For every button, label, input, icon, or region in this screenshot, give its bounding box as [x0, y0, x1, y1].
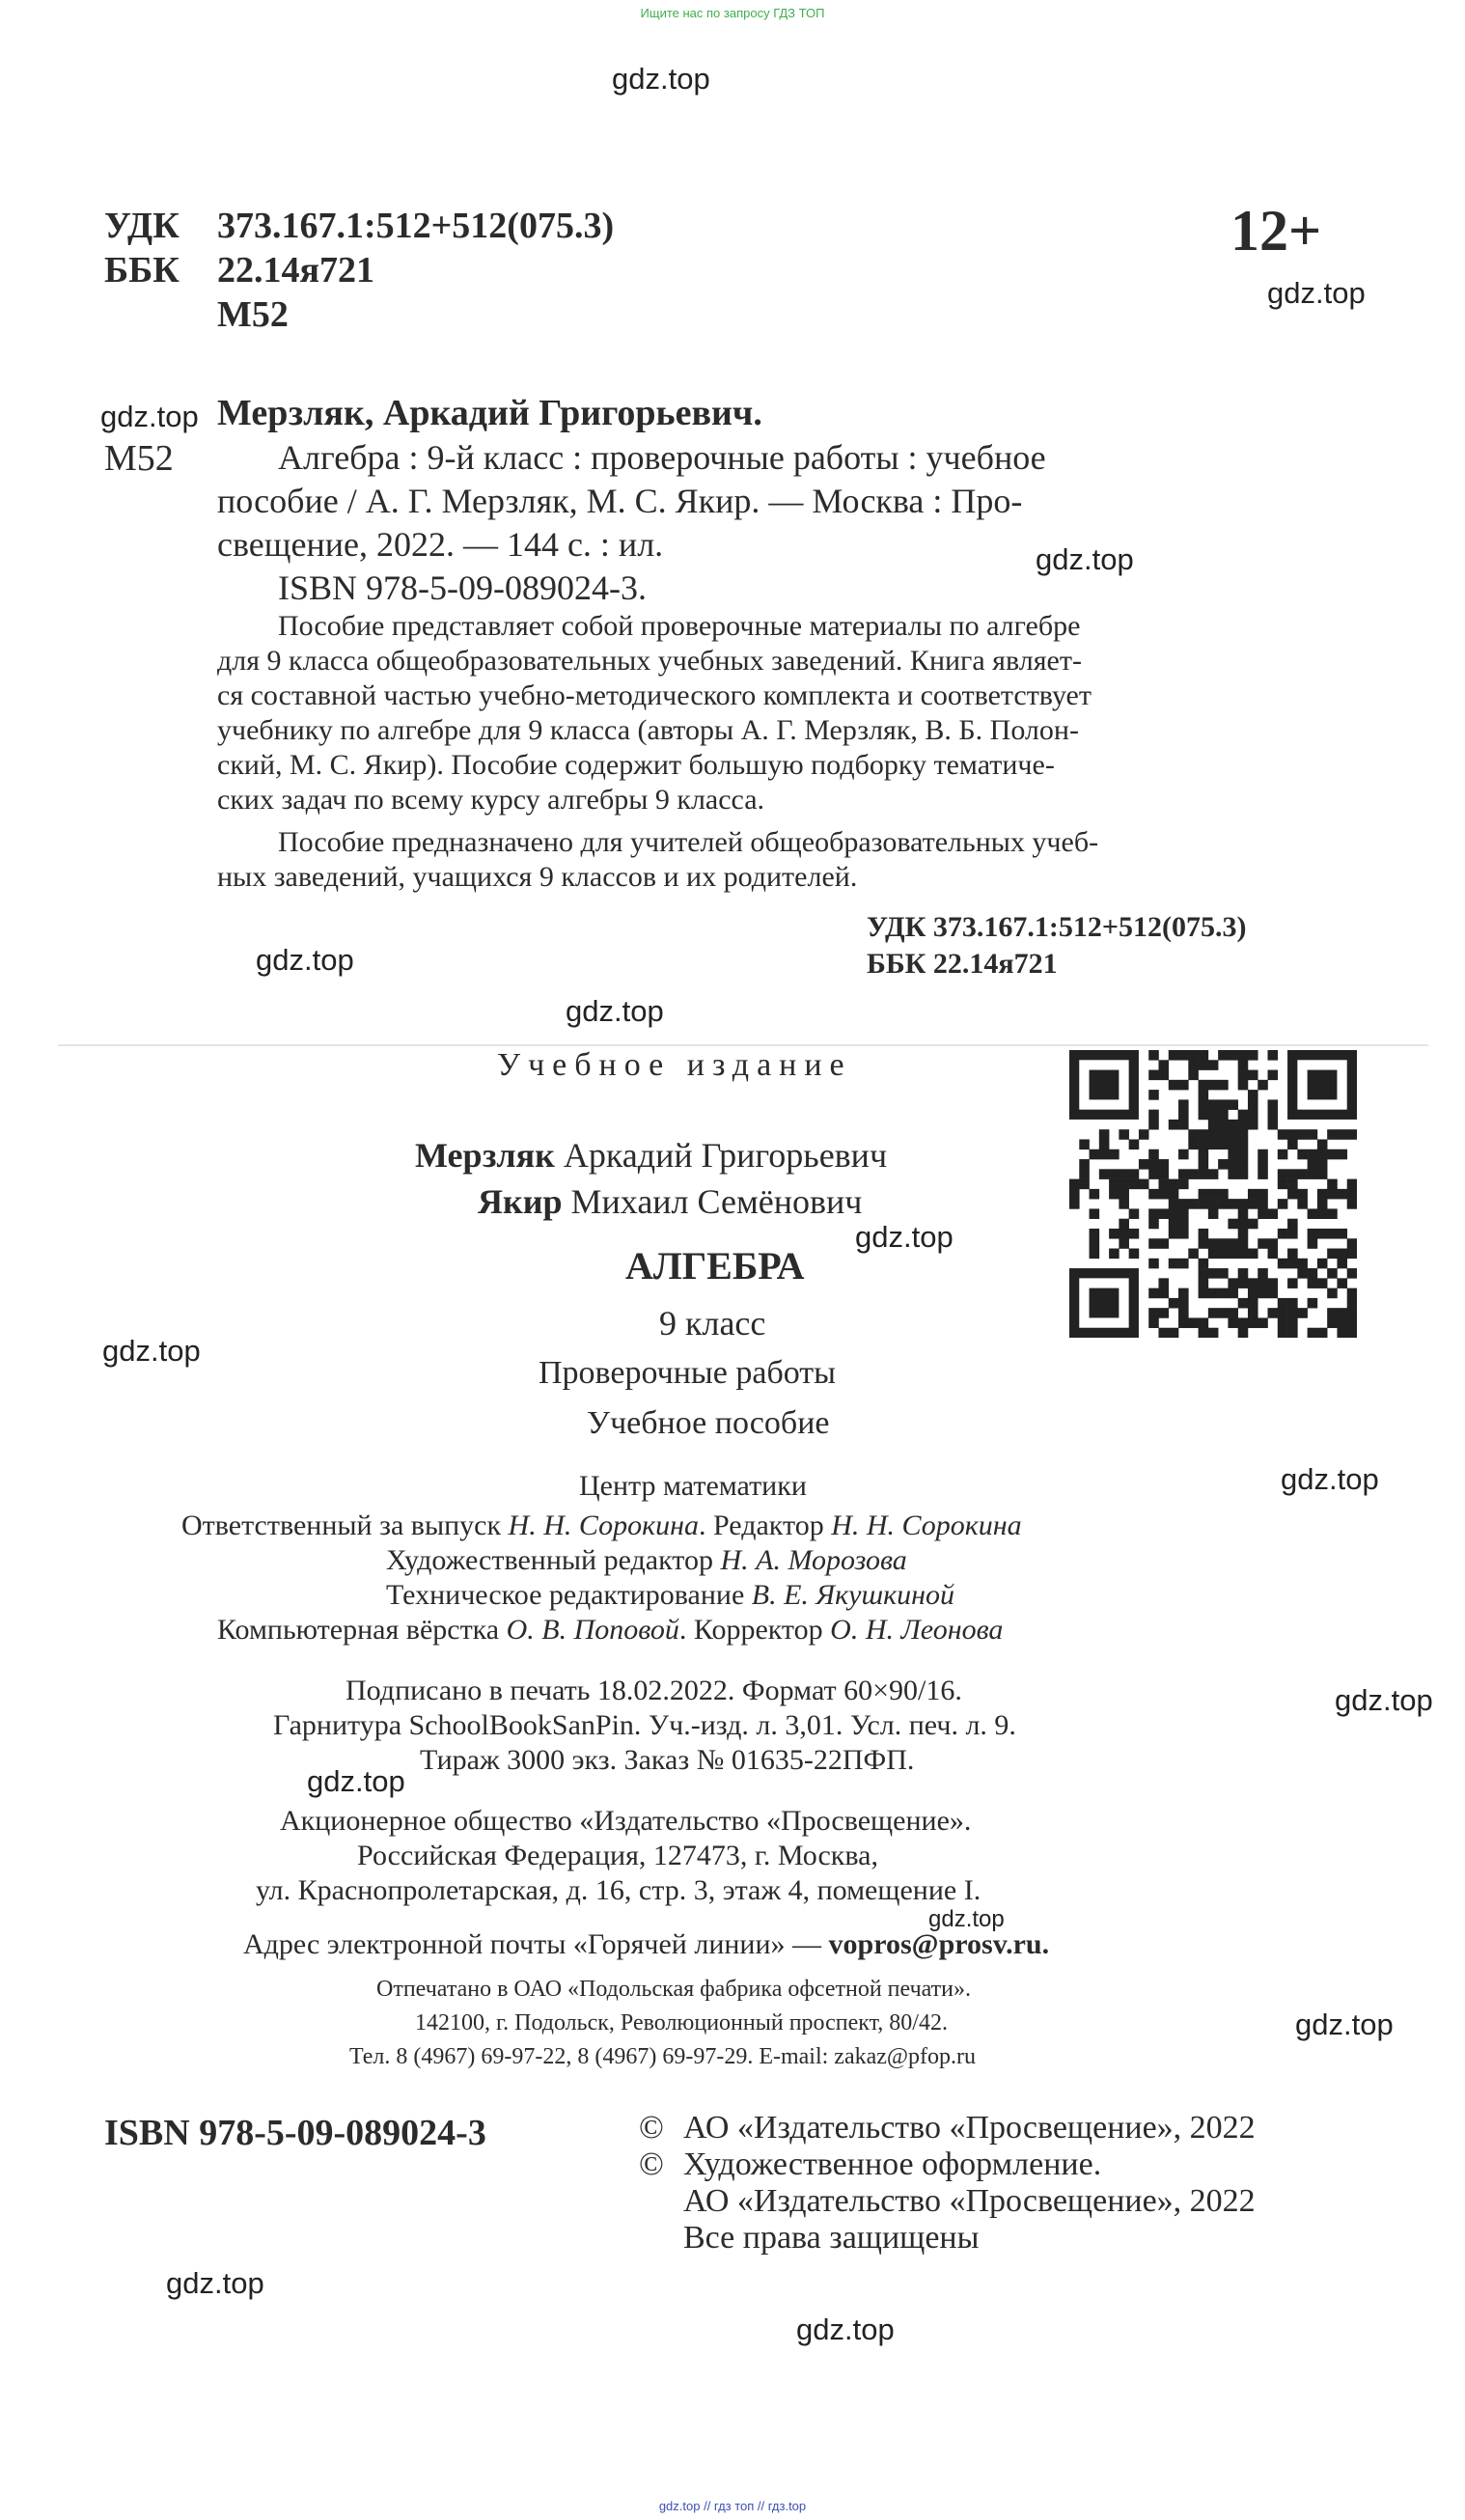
entry-author: Мерзляк, Аркадий Григорьевич. [217, 393, 762, 433]
udk-label: УДК [104, 206, 180, 246]
publisher-line: Акционерное общество «Издательство «Просвещение». [280, 1805, 972, 1837]
publisher-line: ул. Краснопролетарская, д. 16, стр. 3, этаж 4, помещение I. [256, 1874, 981, 1906]
print-line: Гарнитура SchoolBookSanPin. Уч.-изд. л. 3,01. Усл. печ. л. 9. [273, 1709, 1016, 1741]
layout-line: Компьютерная вёрстка О. В. Поповой. Корректор О. Н. Леонова [217, 1614, 1004, 1646]
watermark: gdz.top [166, 2266, 264, 2300]
udk-footer: УДК 373.167.1:512+512(075.3) [867, 911, 1247, 943]
author-1: Мерзляк Аркадий Григорьевич [415, 1136, 888, 1175]
center-name: Центр математики [579, 1470, 807, 1502]
copyright-symbol: © [639, 2110, 664, 2146]
watermark: gdz.top [1281, 1462, 1379, 1496]
top-banner[interactable]: Ищите нас по запросу ГДЗ ТОП [640, 6, 825, 20]
book-title: АЛГЕБРА [625, 1244, 805, 1288]
desc-line: ский, М. С. Якир). Пособие содержит большую подборку тематиче- [217, 749, 1055, 781]
desc-line: Пособие предназначено для учителей общеобразовательных учеб- [278, 826, 1099, 858]
watermark: gdz.top [1335, 1683, 1433, 1717]
copyright-isbn: ISBN 978-5-09-089024-3 [104, 2113, 486, 2153]
author-2: Якир Михаил Семёнович [478, 1182, 863, 1221]
catalog-code: М52 [217, 294, 289, 335]
desc-line: ных заведений, учащихся 9 классов и их родителей. [217, 861, 858, 893]
watermark: gdz.top [307, 1764, 405, 1798]
watermark: gdz.top [256, 943, 354, 977]
bbk-label: ББК [104, 250, 180, 291]
art-editor-line: Художественный редактор Н. А. Морозова [386, 1544, 907, 1576]
desc-line: учебнику по алгебре для 9 класса (авторы А. Г. Мерзляк, В. Б. Полон- [217, 714, 1079, 746]
desc-line: ских задач по всему курсу алгебры 9 класса. [217, 784, 765, 816]
responsible-line: Ответственный за выпуск Н. Н. Сорокина. Редактор Н. Н. Сорокина [181, 1509, 1022, 1541]
copyright-line: АО «Издательство «Просвещение», 2022 [683, 2183, 1256, 2219]
desc-line: ся составной частью учебно-методического комплекта и соответствует [217, 679, 1092, 711]
copyright-symbol: © [639, 2146, 664, 2182]
watermark: gdz.top [1036, 542, 1134, 576]
printer-line: Отпечатано в ОАО «Подольская фабрика офсетной печати». [376, 1977, 971, 2002]
entry-line: Алгебра : 9-й класс : проверочные работы : учебное [278, 438, 1046, 477]
print-line: Подписано в печать 18.02.2022. Формат 60×90/16. [346, 1675, 962, 1706]
entry-line: свещение, 2022. — 144 с. : ил. [217, 525, 664, 564]
divider [58, 1044, 1428, 1046]
copyright-line: Художественное оформление. [683, 2146, 1102, 2182]
publisher-line: Российская Федерация, 127473, г. Москва, [357, 1840, 878, 1871]
printer-line: Тел. 8 (4967) 69-97-22, 8 (4967) 69-97-29. E-mail: zakaz@pfop.ru [349, 2044, 976, 2069]
subtitle: Проверочные работы [539, 1355, 836, 1391]
tech-edit-line: Техническое редактирование В. Е. Якушкиной [386, 1579, 955, 1611]
hotline-line: Адрес электронной почты «Горячей линии» — vopros@prosv.ru. [243, 1928, 1050, 1960]
hotline-email[interactable]: vopros@prosv.ru. [828, 1928, 1050, 1960]
entry-code: М52 [104, 438, 174, 479]
edition-label: Учебное издание [497, 1047, 852, 1083]
watermark: gdz.top [928, 1906, 1005, 1932]
printer-line: 142100, г. Подольск, Революционный проспект, 80/42. [415, 2010, 948, 2035]
watermark: gdz.top [1295, 2008, 1394, 2041]
publication-type: Учебное пособие [587, 1405, 830, 1441]
bbk-footer: ББК 22.14я721 [867, 948, 1058, 980]
watermark: gdz.top [612, 62, 710, 96]
watermark: gdz.top [796, 2312, 895, 2346]
watermark: gdz.top [855, 1220, 954, 1254]
grade: 9 класс [659, 1304, 766, 1343]
age-rating: 12+ [1230, 199, 1322, 263]
entry-isbn: ISBN 978-5-09-089024-3. [278, 568, 647, 607]
desc-line: Пособие представляет собой проверочные материалы по алгебре [278, 610, 1081, 642]
qr-code[interactable] [1069, 1050, 1357, 1338]
watermark: gdz.top [102, 1334, 201, 1368]
bbk-value: 22.14я721 [217, 250, 375, 291]
entry-line: пособие / А. Г. Мерзляк, М. С. Якир. — Москва : Про- [217, 482, 1023, 520]
watermark: gdz.top [100, 400, 199, 433]
watermark: gdz.top [1267, 276, 1366, 310]
print-line: Тираж 3000 экз. Заказ № 01635-22ПФП. [420, 1744, 915, 1776]
bottom-banner[interactable]: gdz.top // гдз топ // гдз.top [658, 2499, 807, 2513]
copyright-line: АО «Издательство «Просвещение», 2022 [683, 2110, 1256, 2146]
watermark: gdz.top [566, 994, 664, 1028]
desc-line: для 9 класса общеобразовательных учебных заведений. Книга являет- [217, 645, 1082, 677]
udk-value: 373.167.1:512+512(075.3) [217, 206, 615, 246]
copyright-line: Все права защищены [683, 2220, 980, 2256]
